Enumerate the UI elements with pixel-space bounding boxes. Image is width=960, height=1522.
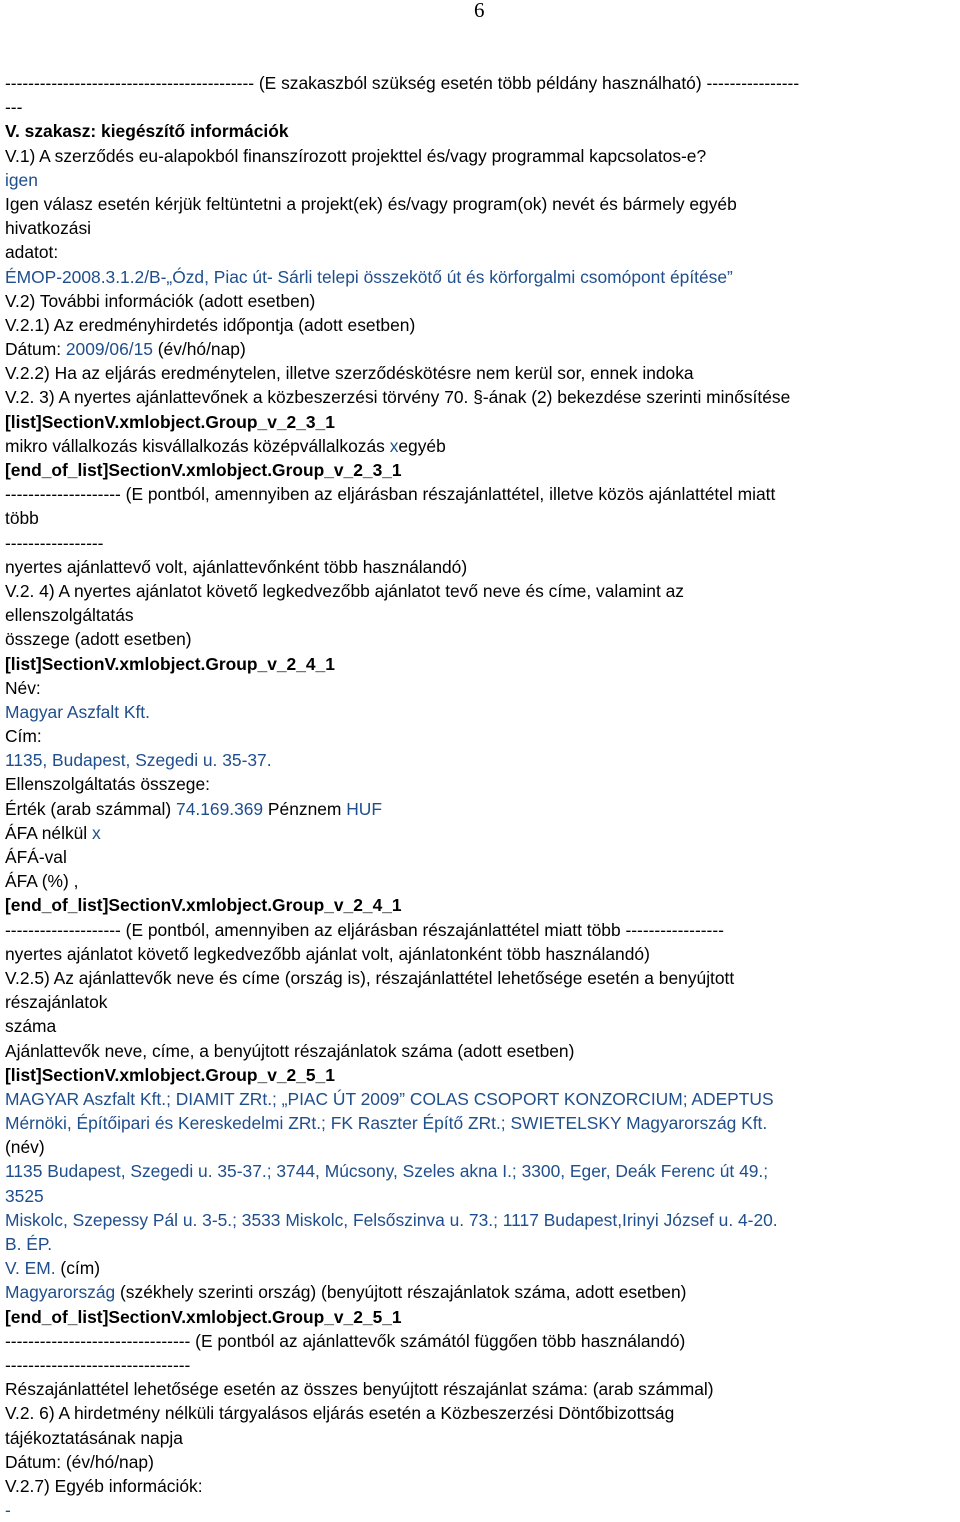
document-line (5, 1498, 960, 1522)
text-segment: mikro vállalkozás kisvállalkozás középvállalkozás (5, 435, 390, 456)
text-segment: ----------------- (5, 532, 104, 553)
document-line (5, 1014, 960, 1038)
document-line (5, 337, 960, 361)
text-segment: V.2. 4) A nyertes ajánlatot követő legkedvezőbb ajánlatot tevő neve és címe, valamint az (5, 580, 684, 601)
document-line (5, 990, 960, 1014)
document-line (5, 482, 960, 506)
document-line (5, 1426, 960, 1450)
document-line (5, 1063, 960, 1087)
field-value: B. ÉP. (5, 1234, 53, 1254)
document-line (5, 1353, 960, 1377)
document-line (5, 627, 960, 651)
field-value: igen (5, 169, 38, 190)
document-line (5, 313, 960, 337)
document-line (5, 385, 960, 409)
text-segment: Igen válasz esetén kérjük feltüntetni a projekt(ek) és/vagy program(ok) nevét és bármely egyéb (5, 193, 737, 214)
text-segment: száma (5, 1016, 57, 1037)
document-line (5, 410, 960, 434)
document-line (5, 1377, 960, 1401)
text-segment: összege (adott esetben) (5, 629, 192, 650)
text-segment: --- (5, 97, 23, 118)
document-line (5, 1280, 960, 1304)
text-segment: nyertes ajánlattevő volt, ajánlattevőnként több használandó) (5, 556, 468, 577)
text-segment: -------------------- (E pontból, amennyiben az eljárásban részajánlattétel, illetve közös ajánlattétel miatt (5, 484, 776, 505)
field-value: x (389, 435, 399, 456)
text-segment: Dátum: (5, 339, 66, 360)
document-line (5, 434, 960, 458)
bold-text: [list]SectionV.xmlobject.Group_v_2_3_1 (5, 411, 335, 432)
page-number: 6 (474, 0, 485, 22)
document-line (5, 1305, 960, 1329)
text-segment: (székhely szerinti ország) (benyújtott részajánlatok száma, adott esetben) (115, 1282, 687, 1303)
document-line (5, 1184, 960, 1208)
document-line (5, 192, 960, 216)
text-segment: ------------------------------------------- (E szakaszból szükség esetén több példány használható) ---------------- (5, 73, 800, 93)
document-body (5, 71, 960, 1522)
field-value: Magyarország (5, 1282, 116, 1303)
document-line (5, 942, 960, 966)
document-line (5, 289, 960, 313)
document-line (5, 1232, 960, 1256)
bold-text: V. szakasz: kiegészítő információk (5, 121, 289, 142)
document-line (5, 918, 960, 942)
document-line (5, 772, 960, 796)
text-segment: Részajánlattétel lehetősége esetén az összes benyújtott részajánlat száma: (arab számmal) (5, 1379, 714, 1400)
field-value: ÉMOP-2008.3.1.2/B-„Ózd, Piac út- Sárli telepi összekötő út és körforgalmi csomópont építése” (5, 266, 733, 287)
text-segment: -------------------- (E pontból, amennyiben az eljárásban részajánlattétel miatt több ----------------- (5, 919, 724, 940)
document-line (5, 966, 960, 990)
document-line (5, 845, 960, 869)
document-line (5, 1256, 960, 1280)
text-segment: Cím: (5, 726, 42, 747)
field-value: 1135 Budapest, Szegedi u. 35-37.; 3744, Múcsony, Szeles akna I.; 3300, Eger, Deák Ferenc út 49.; (5, 1161, 769, 1182)
text-segment: ÁFA (%) , (5, 871, 79, 892)
field-value: x (92, 822, 101, 843)
text-segment: V.2.5) Az ajánlattevők neve és címe (ország is), részajánlattétel lehetősége esetén a benyújtott (5, 967, 735, 988)
document-line (5, 216, 960, 240)
field-value: Mérnöki, Építőipari és Kereskedelmi ZRt.; FK Raszter Építő ZRt.; SWIETELSKY Magyarország Kft. (5, 1113, 768, 1134)
document-line (5, 579, 960, 603)
text-segment: V.2. 3) A nyertes ajánlattevőnek a közbeszerzési törvény 70. §-ának (2) bekezdése szerinti minősítése (5, 387, 791, 408)
text-segment: ÁFA nélkül (5, 822, 93, 843)
document-line (5, 724, 960, 748)
text-segment: tájékoztatásának napja (5, 1427, 183, 1448)
bold-text: [end_of_list]SectionV.xmlobject.Group_v_2_3_1 (5, 460, 402, 480)
field-value: 3525 (5, 1185, 44, 1206)
field-value: Miskolc, Szepessy Pál u. 3-5.; 3533 Miskolc, Felsőszinva u. 73.; 1117 Budapest,Irinyi József u. 4-20. (5, 1209, 778, 1230)
document-line (5, 1111, 960, 1135)
document-line (5, 265, 960, 289)
document-line (5, 119, 960, 143)
bold-text: [end_of_list]SectionV.xmlobject.Group_v_2_4_1 (5, 895, 402, 916)
text-segment: V.2.7) Egyéb információk: (5, 1475, 203, 1496)
text-segment: Ellenszolgáltatás összege: (5, 774, 210, 795)
bold-text: [end_of_list]SectionV.xmlobject.Group_v_2_5_1 (5, 1306, 402, 1327)
field-value: V. EM. (5, 1258, 56, 1279)
document-line (5, 144, 960, 168)
document-line (5, 603, 960, 627)
field-value: Magyar Aszfalt Kft. (5, 701, 150, 722)
document-line (5, 458, 960, 482)
document-line (5, 1329, 960, 1353)
document-line (5, 1087, 960, 1111)
text-segment: V.2. 6) A hirdetmény nélküli tárgyalásos eljárás esetén a Közbeszerzési Döntőbizottság (5, 1403, 675, 1424)
document-line (5, 893, 960, 917)
document-line (5, 1450, 960, 1474)
document-line (5, 652, 960, 676)
document-line (5, 71, 960, 95)
text-segment: részajánlatok (5, 992, 108, 1013)
text-segment: Ajánlattevők neve, címe, a benyújtott részajánlatok száma (adott esetben) (5, 1040, 575, 1061)
text-segment: Név: (5, 677, 41, 698)
text-segment: (név) (5, 1137, 45, 1158)
document-line (5, 168, 960, 192)
text-segment: (év/hó/nap) (152, 339, 246, 360)
document-line (5, 1474, 960, 1498)
text-segment: több (5, 508, 39, 529)
text-segment: hivatkozási (5, 218, 92, 239)
text-segment: adatot: (5, 242, 59, 263)
document-line (5, 240, 960, 264)
document-line (5, 1135, 960, 1159)
text-segment: ellenszolgáltatás (5, 605, 134, 626)
text-segment: Dátum: (év/hó/nap) (5, 1451, 154, 1472)
field-value: 2009/06/15 (65, 339, 153, 360)
document-line (5, 676, 960, 700)
text-segment: V.2) További információk (adott esetben) (5, 290, 316, 311)
field-value: 1135, Budapest, Szegedi u. 35-37. (5, 750, 272, 771)
document-line (5, 797, 960, 821)
bold-text: [list]SectionV.xmlobject.Group_v_2_4_1 (5, 653, 335, 674)
field-value: MAGYAR Aszfalt Kft.; DIAMIT ZRt.; „PIAC ÚT 2009” COLAS CSOPORT KONZORCIUM; ADEPTUS (5, 1088, 774, 1109)
text-segment: -------------------------------- (E pontból az ajánlattevők számától függően több használandó) (5, 1330, 686, 1351)
document-line (5, 1039, 960, 1063)
text-segment: ÁFÁ-val (5, 847, 67, 867)
document-line (5, 555, 960, 579)
document-line (5, 700, 960, 724)
text-segment: Érték (arab számmal) (5, 798, 177, 819)
document-line (5, 361, 960, 385)
document-line (5, 531, 960, 555)
field-value: - (5, 1500, 11, 1521)
field-value: 74.169.369 (176, 798, 264, 819)
text-segment: (cím) (55, 1258, 101, 1279)
document-line (5, 869, 960, 893)
text-segment: V.1) A szerződés eu-alapokból finanszírozott projekttel és/vagy programmal kapcsolatos-e? (5, 145, 707, 166)
text-segment: -------------------------------- (5, 1354, 191, 1375)
field-value: HUF (346, 798, 382, 819)
document-line (5, 821, 960, 845)
document-line (5, 95, 960, 119)
text-segment: V.2.1) Az eredményhirdetés időpontja (adott esetben) (5, 314, 416, 335)
document-line (5, 1401, 960, 1425)
text-segment: Pénznem (263, 798, 347, 819)
document-line (5, 748, 960, 772)
text-segment: V.2.2) Ha az eljárás eredménytelen, illetve szerződéskötésre nem kerül sor, ennek indoka (5, 363, 694, 384)
document-line (5, 1208, 960, 1232)
bold-text: [list]SectionV.xmlobject.Group_v_2_5_1 (5, 1064, 335, 1085)
text-segment: nyertes ajánlatot követő legkedvezőbb ajánlat volt, ajánlatonként több használandó) (5, 943, 650, 964)
document-line (5, 506, 960, 530)
document-line (5, 1159, 960, 1183)
text-segment: egyéb (398, 435, 446, 456)
